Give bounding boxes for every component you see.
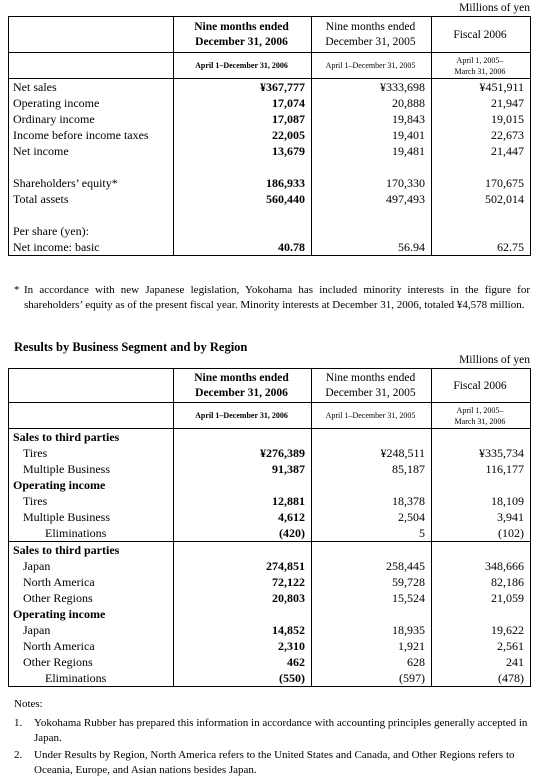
value-2006: 12,881 (174, 493, 312, 509)
value-2006 (174, 429, 312, 446)
note-number: 1. (14, 717, 23, 729)
subheader-2006: April 1–December 31, 2006 (174, 53, 312, 79)
subheader-fiscal-line2: March 31, 2006 (454, 66, 506, 76)
value-fiscal (432, 477, 531, 493)
units-label-segment: Millions of yen (459, 354, 530, 366)
value-2006: ¥367,777 (174, 79, 312, 96)
value-fiscal: 2,561 (432, 638, 531, 654)
spacer-cell (312, 207, 432, 223)
value-2005: 258,445 (312, 558, 432, 574)
data-row (9, 574, 531, 590)
section-heading: Sales to third parties (9, 429, 174, 446)
seg-col-header-2005-line2: December 31, 2005 (325, 386, 416, 399)
col-header-2006-line1: Nine months ended (194, 20, 289, 33)
value-2006 (174, 223, 312, 239)
spacer-row (9, 207, 531, 223)
row-label: Income before income taxes (13, 128, 149, 142)
row-label: Operating income (13, 96, 100, 110)
value-fiscal: 3,941 (432, 509, 531, 525)
summary-body (9, 79, 531, 256)
value-2006: 22,005 (174, 127, 312, 143)
value-2005: 497,493 (312, 191, 432, 207)
value-2005: 19,843 (312, 111, 432, 127)
row-label: Multiple Business (23, 462, 111, 476)
value-2005: 1,921 (312, 638, 432, 654)
seg-subheader-2006: April 1–December 31, 2006 (174, 403, 312, 429)
note-item (14, 716, 530, 746)
section-heading-row (9, 542, 531, 559)
seg-col-header-2006 (174, 369, 312, 403)
value-fiscal (432, 542, 531, 559)
value-2006: 40.78 (174, 239, 312, 256)
row-label: Per share (yen): (13, 224, 89, 238)
segment-table (8, 368, 531, 687)
row-label: North America (23, 575, 95, 589)
value-2006: 72,122 (174, 574, 312, 590)
row-label: Eliminations (45, 671, 107, 685)
row-label: Japan (23, 623, 51, 637)
subheader-fiscal-line1: April 1, 2005– (456, 55, 504, 65)
seg-col-header-2006-line2: December 31, 2006 (195, 386, 288, 399)
data-row (9, 670, 531, 687)
subheader-blank (9, 53, 174, 79)
value-fiscal: (478) (432, 670, 531, 687)
row-label: Eliminations (45, 526, 107, 540)
col-header-2006 (174, 17, 312, 53)
value-2005: 18,935 (312, 622, 432, 638)
note-text: Yokohama Rubber has prepared this information in accordance with accounting principles generally accepted in Japan. (34, 717, 528, 744)
value-2005: ¥333,698 (312, 79, 432, 96)
value-2005: 2,504 (312, 509, 432, 525)
seg-col-header-2005-line1: Nine months ended (325, 371, 416, 384)
row-label: Total assets (13, 192, 69, 206)
value-fiscal (432, 606, 531, 622)
value-2006: ¥276,389 (174, 445, 312, 461)
footnote-mark: * (14, 284, 20, 296)
data-row (9, 493, 531, 509)
value-2006: 14,852 (174, 622, 312, 638)
section-heading-row (9, 477, 531, 493)
value-fiscal: 82,186 (432, 574, 531, 590)
value-fiscal: 21,447 (432, 143, 531, 159)
value-fiscal: 18,109 (432, 493, 531, 509)
region-body (9, 542, 531, 687)
summary-row (9, 111, 531, 127)
spacer-cell (312, 159, 432, 175)
row-label: Net sales (9, 79, 174, 96)
value-2005 (312, 223, 432, 239)
value-fiscal: 21,947 (432, 95, 531, 111)
value-2005 (312, 477, 432, 493)
summary-row (9, 127, 531, 143)
value-2005: 59,728 (312, 574, 432, 590)
footnote-text: In accordance with new Japanese legislation, Yokohama has included minority interests in the figure for shareholders’ equity as of the present fiscal year. Minority interests at December 31, 2006, totaled ¥4,578 million. (24, 284, 530, 311)
value-fiscal: 21,059 (432, 590, 531, 606)
value-fiscal: 502,014 (432, 191, 531, 207)
spacer-row (9, 159, 531, 175)
notes-section (14, 697, 530, 780)
spacer-cell (432, 207, 531, 223)
data-row (9, 445, 531, 461)
notes-title: Notes: (14, 698, 43, 710)
value-fiscal: 62.75 (432, 239, 531, 256)
value-2005: 5 (312, 525, 432, 542)
spacer-cell (174, 207, 312, 223)
units-label-top: Millions of yen (459, 2, 530, 14)
summary-table (8, 16, 531, 256)
row-label: Multiple Business (23, 510, 111, 524)
row-label: Shareholders’ equity* (13, 176, 118, 190)
value-2005: 20,888 (312, 95, 432, 111)
value-2005: 628 (312, 654, 432, 670)
col-header-fiscal: Fiscal 2006 (432, 17, 531, 53)
value-2005: 56.94 (312, 239, 432, 256)
summary-row (9, 239, 531, 256)
summary-row (9, 79, 531, 96)
value-2005: 19,481 (312, 143, 432, 159)
value-2005: 85,187 (312, 461, 432, 477)
row-label: Ordinary income (13, 112, 95, 126)
seg-subheader-fiscal-line1: April 1, 2005– (456, 405, 504, 415)
data-row (9, 654, 531, 670)
seg-col-header-2005 (312, 369, 432, 403)
value-fiscal: 348,666 (432, 558, 531, 574)
spacer-cell (432, 159, 531, 175)
summary-row (9, 175, 531, 191)
value-fiscal: ¥335,734 (432, 445, 531, 461)
col-header-2005-line2: December 31, 2005 (325, 35, 416, 48)
seg-subheader-blank (9, 403, 174, 429)
summary-row (9, 191, 531, 207)
seg-header-blank (9, 369, 174, 403)
value-fiscal: 19,622 (432, 622, 531, 638)
value-2005: 19,401 (312, 127, 432, 143)
value-2005: 170,330 (312, 175, 432, 191)
notes-list (14, 716, 530, 778)
col-header-2006-line2: December 31, 2006 (195, 35, 288, 48)
value-fiscal (432, 429, 531, 446)
data-row (9, 558, 531, 574)
value-fiscal (432, 223, 531, 239)
note-number: 2. (14, 749, 23, 761)
spacer-cell (9, 159, 174, 175)
value-fiscal: 241 (432, 654, 531, 670)
col-header-2005-line1: Nine months ended (325, 20, 416, 33)
value-2006: 560,440 (174, 191, 312, 207)
value-2006: (420) (174, 525, 312, 542)
segment-title: Results by Business Segment and by Region (14, 340, 248, 354)
data-row (9, 622, 531, 638)
note-text: Under Results by Region, North America refers to the United States and Canada, and Other Regions refers to Oceania, Europe, and Asian nations besides Japan. (34, 749, 515, 776)
spacer-cell (174, 159, 312, 175)
note-item (14, 748, 530, 778)
row-label: North America (23, 639, 95, 653)
seg-col-header-fiscal: Fiscal 2006 (432, 369, 531, 403)
value-2005: 15,524 (312, 590, 432, 606)
value-2006: 17,074 (174, 95, 312, 111)
value-2006: 2,310 (174, 638, 312, 654)
data-row (9, 590, 531, 606)
value-2006: 13,679 (174, 143, 312, 159)
row-label: Japan (23, 559, 51, 573)
value-2006 (174, 477, 312, 493)
seg-subheader-fiscal-line2: March 31, 2006 (454, 416, 506, 426)
section-heading: Operating income (13, 478, 106, 492)
subheader-fiscal (432, 53, 531, 79)
summary-row (9, 143, 531, 159)
value-2005 (312, 429, 432, 446)
value-fiscal: 22,673 (432, 127, 531, 143)
value-2005: ¥248,511 (312, 445, 432, 461)
value-2006 (174, 606, 312, 622)
data-row (9, 509, 531, 525)
seg-subheader-fiscal (432, 403, 531, 429)
section-heading-row (9, 606, 531, 622)
row-label: Other Regions (23, 591, 93, 605)
data-row (9, 525, 531, 542)
subheader-2005: April 1–December 31, 2005 (312, 53, 432, 79)
header-blank (9, 17, 174, 53)
value-fiscal: 19,015 (432, 111, 531, 127)
value-2006: 4,612 (174, 509, 312, 525)
row-label: Net income: basic (13, 240, 100, 254)
value-2006: 91,387 (174, 461, 312, 477)
value-2006: 186,933 (174, 175, 312, 191)
col-header-2005 (312, 17, 432, 53)
summary-row (9, 95, 531, 111)
footnote (14, 283, 530, 313)
value-2005: (597) (312, 670, 432, 687)
value-fiscal: (102) (432, 525, 531, 542)
summary-row (9, 223, 531, 239)
value-2005 (312, 542, 432, 559)
row-label: Other Regions (23, 655, 93, 669)
value-2006: 274,851 (174, 558, 312, 574)
value-fiscal: ¥451,911 (432, 79, 531, 96)
section-heading: Operating income (13, 607, 106, 621)
value-2005 (312, 606, 432, 622)
value-2006: 17,087 (174, 111, 312, 127)
value-fiscal: 116,177 (432, 461, 531, 477)
value-2006 (174, 542, 312, 559)
seg-subheader-2005: April 1–December 31, 2005 (312, 403, 432, 429)
section-heading: Sales to third parties (9, 542, 174, 559)
value-2005: 18,378 (312, 493, 432, 509)
row-label: Net income (13, 144, 69, 158)
seg-col-header-2006-line1: Nine months ended (194, 371, 289, 384)
value-2006: 462 (174, 654, 312, 670)
row-label: Tires (23, 494, 48, 508)
value-fiscal: 170,675 (432, 175, 531, 191)
data-row (9, 638, 531, 654)
section-heading-row (9, 429, 531, 446)
row-label: Tires (23, 446, 48, 460)
value-2006: 20,803 (174, 590, 312, 606)
value-2006: (550) (174, 670, 312, 687)
segment-body (9, 429, 531, 542)
spacer-cell (9, 207, 174, 223)
data-row (9, 461, 531, 477)
